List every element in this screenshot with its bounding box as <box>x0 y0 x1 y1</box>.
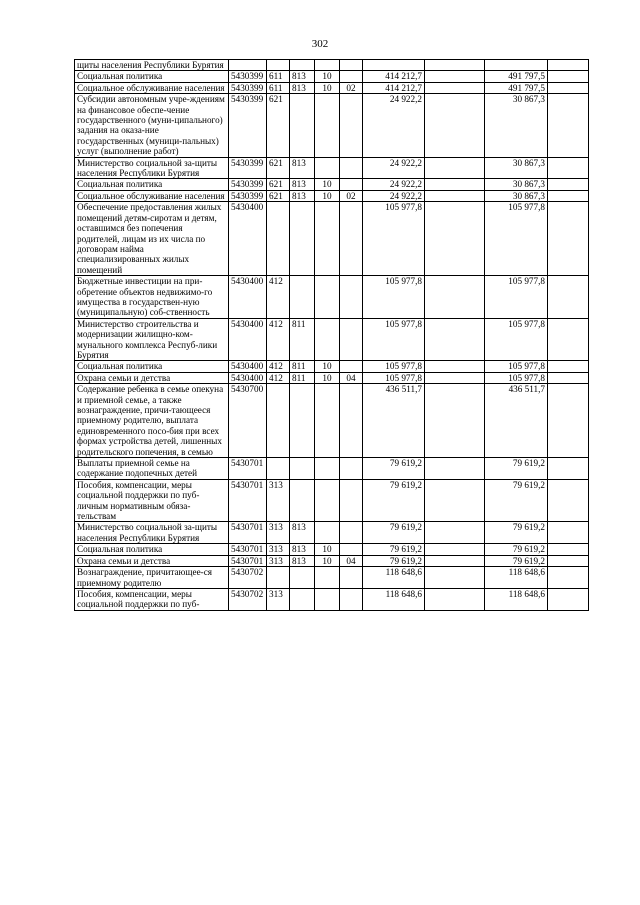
ministry-code: 813 <box>290 544 315 555</box>
ministry-code: 811 <box>290 318 315 361</box>
expense-type-code: 621 <box>267 190 290 201</box>
empty-cell <box>548 361 589 372</box>
expense-type-code: 412 <box>267 361 290 372</box>
table-row <box>75 190 589 201</box>
target-article-code: 5430399 <box>229 157 267 179</box>
empty-cell <box>548 157 589 179</box>
table-row <box>75 94 589 157</box>
empty-cell <box>425 94 485 157</box>
table-row <box>75 82 589 93</box>
item-name: Социальная политика <box>75 361 229 372</box>
amount-year-2: 105 977,8 <box>485 318 548 361</box>
subsection-code <box>340 71 363 82</box>
section-code <box>315 567 340 589</box>
item-name: Охрана семьи и детства <box>75 555 229 566</box>
item-name: Содержание ребенка в семье опекуна и приемной семье, а также вознаграждение, причи-тающееся приемному родителю, выплата единовременного посо-бия при всех формах устройства детей, лишенных родительского попечения, в семью <box>75 384 229 458</box>
section-code <box>315 588 340 610</box>
amount-year-1: 79 619,2 <box>363 522 425 544</box>
expense-type-code <box>267 567 290 589</box>
page-number: 302 <box>311 38 329 50</box>
subsection-code <box>340 588 363 610</box>
table-row <box>75 157 589 179</box>
expense-type-code: 611 <box>267 71 290 82</box>
target-article-code: 5430400 <box>229 318 267 361</box>
ministry-code <box>290 479 315 522</box>
subsection-code: 02 <box>340 82 363 93</box>
item-name: Выплаты приемной семье на содержание подопечных детей <box>75 458 229 480</box>
section-code: 10 <box>315 555 340 566</box>
item-name: Министерство строительства и модернизации жилищно-ком-мунального комплекса Респуб-лики Бурятия <box>75 318 229 361</box>
amount-year-1: 24 922,2 <box>363 157 425 179</box>
target-article-code: 5430399 <box>229 94 267 157</box>
item-name: Пособия, компенсации, меры социальной поддержки по пуб- <box>75 588 229 610</box>
ministry-code <box>290 588 315 610</box>
target-article-code: 5430701 <box>229 479 267 522</box>
table-row <box>75 318 589 361</box>
item-name: Социальная политика <box>75 544 229 555</box>
empty-cell <box>548 179 589 190</box>
subsection-code <box>340 179 363 190</box>
target-article-code: 5430399 <box>229 179 267 190</box>
amount-year-2: 436 511,7 <box>485 384 548 458</box>
item-name: Социальное обслуживание населения <box>75 190 229 201</box>
amount-year-2: 105 977,8 <box>485 372 548 383</box>
target-article-code: 5430400 <box>229 276 267 319</box>
amount-year-1 <box>363 60 425 71</box>
subsection-code <box>340 458 363 480</box>
item-name: Министерство социальной за-щиты населения Республики Бурятия <box>75 157 229 179</box>
target-article-code: 5430701 <box>229 544 267 555</box>
expense-type-code: 412 <box>267 318 290 361</box>
amount-year-2: 105 977,8 <box>485 276 548 319</box>
item-name: Охрана семьи и детства <box>75 372 229 383</box>
amount-year-1: 105 977,8 <box>363 361 425 372</box>
item-name: Министерство социальной за-щиты населения Республики Бурятия <box>75 522 229 544</box>
section-code: 10 <box>315 372 340 383</box>
empty-cell <box>425 479 485 522</box>
target-article-code <box>229 60 267 71</box>
table-row <box>75 544 589 555</box>
section-code: 10 <box>315 82 340 93</box>
table-row <box>75 179 589 190</box>
target-article-code: 5430701 <box>229 458 267 480</box>
ministry-code: 813 <box>290 522 315 544</box>
subsection-code <box>340 318 363 361</box>
item-name: Социальное обслуживание населения <box>75 82 229 93</box>
subsection-code: 04 <box>340 555 363 566</box>
section-code <box>315 276 340 319</box>
empty-cell <box>425 458 485 480</box>
target-article-code: 5430400 <box>229 202 267 276</box>
empty-cell <box>425 372 485 383</box>
section-code <box>315 458 340 480</box>
item-name: Бюджетные инвестиции на при-обретение объектов недвижимо-го имущества в государствен-ную (муниципальную) соб-ственность <box>75 276 229 319</box>
amount-year-1: 24 922,2 <box>363 94 425 157</box>
item-name: Вознаграждение, причитающее-ся приемному родителю <box>75 567 229 589</box>
amount-year-2: 30 867,3 <box>485 190 548 201</box>
ministry-code <box>290 384 315 458</box>
expense-type-code: 412 <box>267 276 290 319</box>
empty-cell <box>425 60 485 71</box>
amount-year-1: 105 977,8 <box>363 372 425 383</box>
amount-year-2: 491 797,5 <box>485 71 548 82</box>
item-name: Субсидии автономным учре-ждениям на финансовое обеспе-чение государственного (муни-ципального) задания на оказа-ние государственных (муници-пальных) услуг (выполнение работ) <box>75 94 229 157</box>
item-name: Социальная политика <box>75 179 229 190</box>
subsection-code <box>340 384 363 458</box>
target-article-code: 5430702 <box>229 567 267 589</box>
amount-year-1: 79 619,2 <box>363 458 425 480</box>
empty-cell <box>425 157 485 179</box>
empty-cell <box>425 190 485 201</box>
table-row <box>75 361 589 372</box>
table-row <box>75 555 589 566</box>
ministry-code: 813 <box>290 71 315 82</box>
empty-cell <box>548 384 589 458</box>
expense-type-code: 313 <box>267 555 290 566</box>
empty-cell <box>548 567 589 589</box>
target-article-code: 5430400 <box>229 372 267 383</box>
amount-year-1: 105 977,8 <box>363 202 425 276</box>
target-article-code: 5430700 <box>229 384 267 458</box>
section-code <box>315 479 340 522</box>
subsection-code <box>340 479 363 522</box>
expense-type-code: 313 <box>267 522 290 544</box>
section-code: 10 <box>315 361 340 372</box>
amount-year-1: 24 922,2 <box>363 179 425 190</box>
amount-year-2: 118 648,6 <box>485 588 548 610</box>
table-row <box>75 588 589 610</box>
expense-type-code <box>267 60 290 71</box>
expense-type-code: 621 <box>267 94 290 157</box>
subsection-code: 04 <box>340 372 363 383</box>
ministry-code <box>290 94 315 157</box>
ministry-code <box>290 60 315 71</box>
expense-type-code <box>267 202 290 276</box>
section-code <box>315 318 340 361</box>
target-article-code: 5430399 <box>229 71 267 82</box>
amount-year-2: 30 867,3 <box>485 179 548 190</box>
empty-cell <box>425 71 485 82</box>
amount-year-2 <box>485 60 548 71</box>
table-row <box>75 384 589 458</box>
section-code: 10 <box>315 544 340 555</box>
amount-year-2: 30 867,3 <box>485 94 548 157</box>
target-article-code: 5430399 <box>229 190 267 201</box>
target-article-code: 5430701 <box>229 522 267 544</box>
table-row <box>75 71 589 82</box>
amount-year-1: 79 619,2 <box>363 555 425 566</box>
amount-year-2: 79 619,2 <box>485 522 548 544</box>
item-name: Обеспечение предоставления жилых помещений детям-сиротам и детям, оставшимся без попечения родителей, лицам из их числа по договорам найма специализированных жилых помещений <box>75 202 229 276</box>
amount-year-2: 79 619,2 <box>485 544 548 555</box>
empty-cell <box>548 479 589 522</box>
section-code: 10 <box>315 71 340 82</box>
empty-cell <box>548 276 589 319</box>
empty-cell <box>425 588 485 610</box>
amount-year-2: 79 619,2 <box>485 555 548 566</box>
amount-year-2: 491 797,5 <box>485 82 548 93</box>
ministry-code: 813 <box>290 555 315 566</box>
section-code <box>315 202 340 276</box>
amount-year-1: 79 619,2 <box>363 544 425 555</box>
table-row <box>75 458 589 480</box>
table-row <box>75 60 589 71</box>
expense-type-code: 412 <box>267 372 290 383</box>
empty-cell <box>425 567 485 589</box>
table-row <box>75 522 589 544</box>
empty-cell <box>548 522 589 544</box>
empty-cell <box>548 588 589 610</box>
empty-cell <box>425 555 485 566</box>
empty-cell <box>425 318 485 361</box>
section-code <box>315 60 340 71</box>
subsection-code <box>340 202 363 276</box>
target-article-code: 5430702 <box>229 588 267 610</box>
amount-year-2: 105 977,8 <box>485 361 548 372</box>
table-row <box>75 372 589 383</box>
section-code <box>315 384 340 458</box>
item-name: щиты населения Республики Бурятия <box>75 60 229 71</box>
subsection-code <box>340 567 363 589</box>
amount-year-1: 105 977,8 <box>363 318 425 361</box>
empty-cell <box>548 71 589 82</box>
ministry-code: 813 <box>290 179 315 190</box>
table-row <box>75 276 589 319</box>
item-name: Пособия, компенсации, меры социальной поддержки по пуб-личным нормативным обяза-тельствам <box>75 479 229 522</box>
subsection-code <box>340 544 363 555</box>
subsection-code <box>340 94 363 157</box>
ministry-code: 811 <box>290 361 315 372</box>
section-code <box>315 94 340 157</box>
section-code: 10 <box>315 190 340 201</box>
empty-cell <box>548 458 589 480</box>
section-code <box>315 522 340 544</box>
ministry-code <box>290 567 315 589</box>
amount-year-1: 118 648,6 <box>363 588 425 610</box>
subsection-code <box>340 361 363 372</box>
section-code: 10 <box>315 179 340 190</box>
amount-year-1: 105 977,8 <box>363 276 425 319</box>
subsection-code <box>340 522 363 544</box>
empty-cell <box>425 179 485 190</box>
expense-type-code: 621 <box>267 157 290 179</box>
empty-cell <box>548 60 589 71</box>
subsection-code <box>340 157 363 179</box>
ministry-code <box>290 202 315 276</box>
ministry-code: 811 <box>290 372 315 383</box>
amount-year-1: 414 212,7 <box>363 82 425 93</box>
section-code <box>315 157 340 179</box>
empty-cell <box>425 202 485 276</box>
empty-cell <box>425 276 485 319</box>
ministry-code <box>290 276 315 319</box>
empty-cell <box>548 544 589 555</box>
expense-type-code: 611 <box>267 82 290 93</box>
table-row <box>75 479 589 522</box>
subsection-code <box>340 276 363 319</box>
expense-type-code: 313 <box>267 544 290 555</box>
expense-type-code: 313 <box>267 479 290 522</box>
amount-year-1: 24 922,2 <box>363 190 425 201</box>
amount-year-1: 118 648,6 <box>363 567 425 589</box>
ministry-code: 813 <box>290 82 315 93</box>
amount-year-1: 436 511,7 <box>363 384 425 458</box>
item-name: Социальная политика <box>75 71 229 82</box>
table-row <box>75 202 589 276</box>
empty-cell <box>548 190 589 201</box>
table-row <box>75 567 589 589</box>
expense-type-code: 313 <box>267 588 290 610</box>
amount-year-2: 118 648,6 <box>485 567 548 589</box>
ministry-code: 813 <box>290 157 315 179</box>
empty-cell <box>425 361 485 372</box>
budget-table <box>74 59 589 611</box>
empty-cell <box>425 82 485 93</box>
amount-year-1: 414 212,7 <box>363 71 425 82</box>
empty-cell <box>548 372 589 383</box>
target-article-code: 5430701 <box>229 555 267 566</box>
target-article-code: 5430399 <box>229 82 267 93</box>
amount-year-2: 30 867,3 <box>485 157 548 179</box>
empty-cell <box>548 202 589 276</box>
budget-table-body <box>75 60 589 611</box>
empty-cell <box>548 318 589 361</box>
target-article-code: 5430400 <box>229 361 267 372</box>
subsection-code <box>340 60 363 71</box>
empty-cell <box>425 522 485 544</box>
subsection-code: 02 <box>340 190 363 201</box>
expense-type-code <box>267 384 290 458</box>
ministry-code: 813 <box>290 190 315 201</box>
empty-cell <box>425 384 485 458</box>
amount-year-2: 79 619,2 <box>485 458 548 480</box>
expense-type-code: 621 <box>267 179 290 190</box>
empty-cell <box>425 544 485 555</box>
empty-cell <box>548 555 589 566</box>
expense-type-code <box>267 458 290 480</box>
amount-year-2: 105 977,8 <box>485 202 548 276</box>
empty-cell <box>548 82 589 93</box>
amount-year-2: 79 619,2 <box>485 479 548 522</box>
empty-cell <box>548 94 589 157</box>
ministry-code <box>290 458 315 480</box>
amount-year-1: 79 619,2 <box>363 479 425 522</box>
